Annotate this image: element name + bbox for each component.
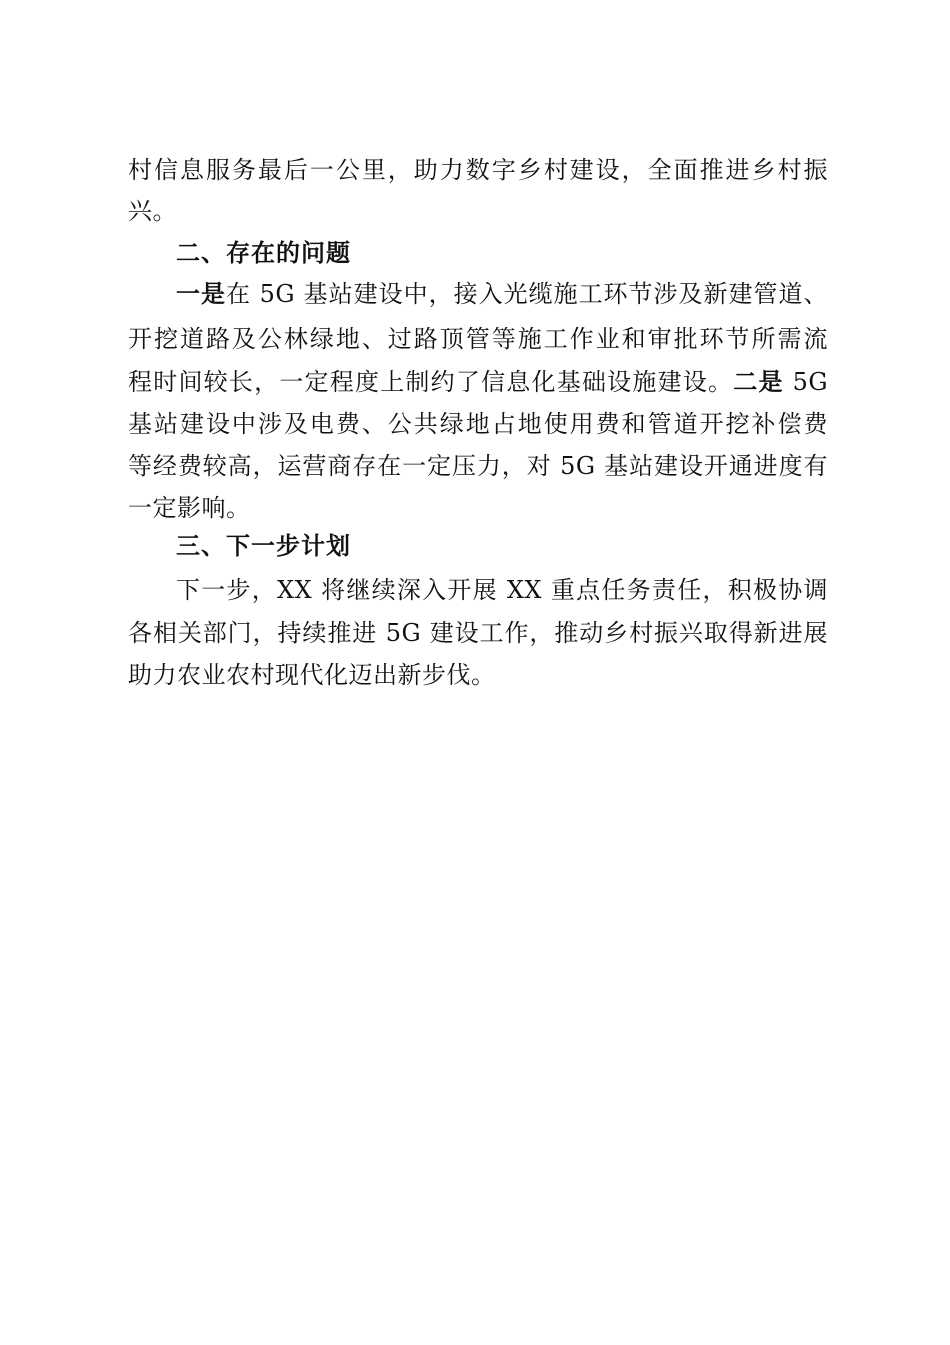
problems-paragraph-line-5: 等经费较高，运营商存在一定压力，对 5G 基站建设开通进度有 xyxy=(128,452,828,480)
lead-second: 二是 xyxy=(733,368,784,396)
intro-line-2: 兴。 xyxy=(128,197,177,225)
plan-paragraph-line-3: 助力农业农村现代化迈出新步伐。 xyxy=(128,661,496,689)
problems-line-3-tail: 5G xyxy=(783,368,829,396)
problems-paragraph-line-2: 开挖道路及公林绿地、过路顶管等施工作业和审批环节所需流 xyxy=(128,325,828,353)
lead-first: 一是 xyxy=(176,280,226,308)
problems-paragraph-line-1 xyxy=(176,274,828,314)
problems-line-3-text: 程时间较长，一定程度上制约了信息化基础设施建设。 xyxy=(128,368,734,396)
problems-paragraph-line-6: 一定影响。 xyxy=(128,494,251,522)
problems-paragraph-line-3 xyxy=(128,362,828,402)
section-heading-plan: 三、下一步计划 xyxy=(176,532,351,560)
section-heading-problems: 二、存在的问题 xyxy=(176,239,351,267)
plan-paragraph-line-1: 下一步，XX 将继续深入开展 XX 重点任务责任，积极协调 xyxy=(176,576,828,604)
intro-line-1: 村信息服务最后一公里，助力数字乡村建设，全面推进乡村振 xyxy=(128,156,828,184)
problems-line-1-text: 在 5G 基站建设中，接入光缆施工环节涉及新建管道、 xyxy=(225,280,828,308)
problems-paragraph-line-4: 基站建设中涉及电费、公共绿地占地使用费和管道开挖补偿费 xyxy=(128,410,828,438)
plan-paragraph-line-2: 各相关部门，持续推进 5G 建设工作，推动乡村振兴取得新进展 xyxy=(128,619,828,647)
